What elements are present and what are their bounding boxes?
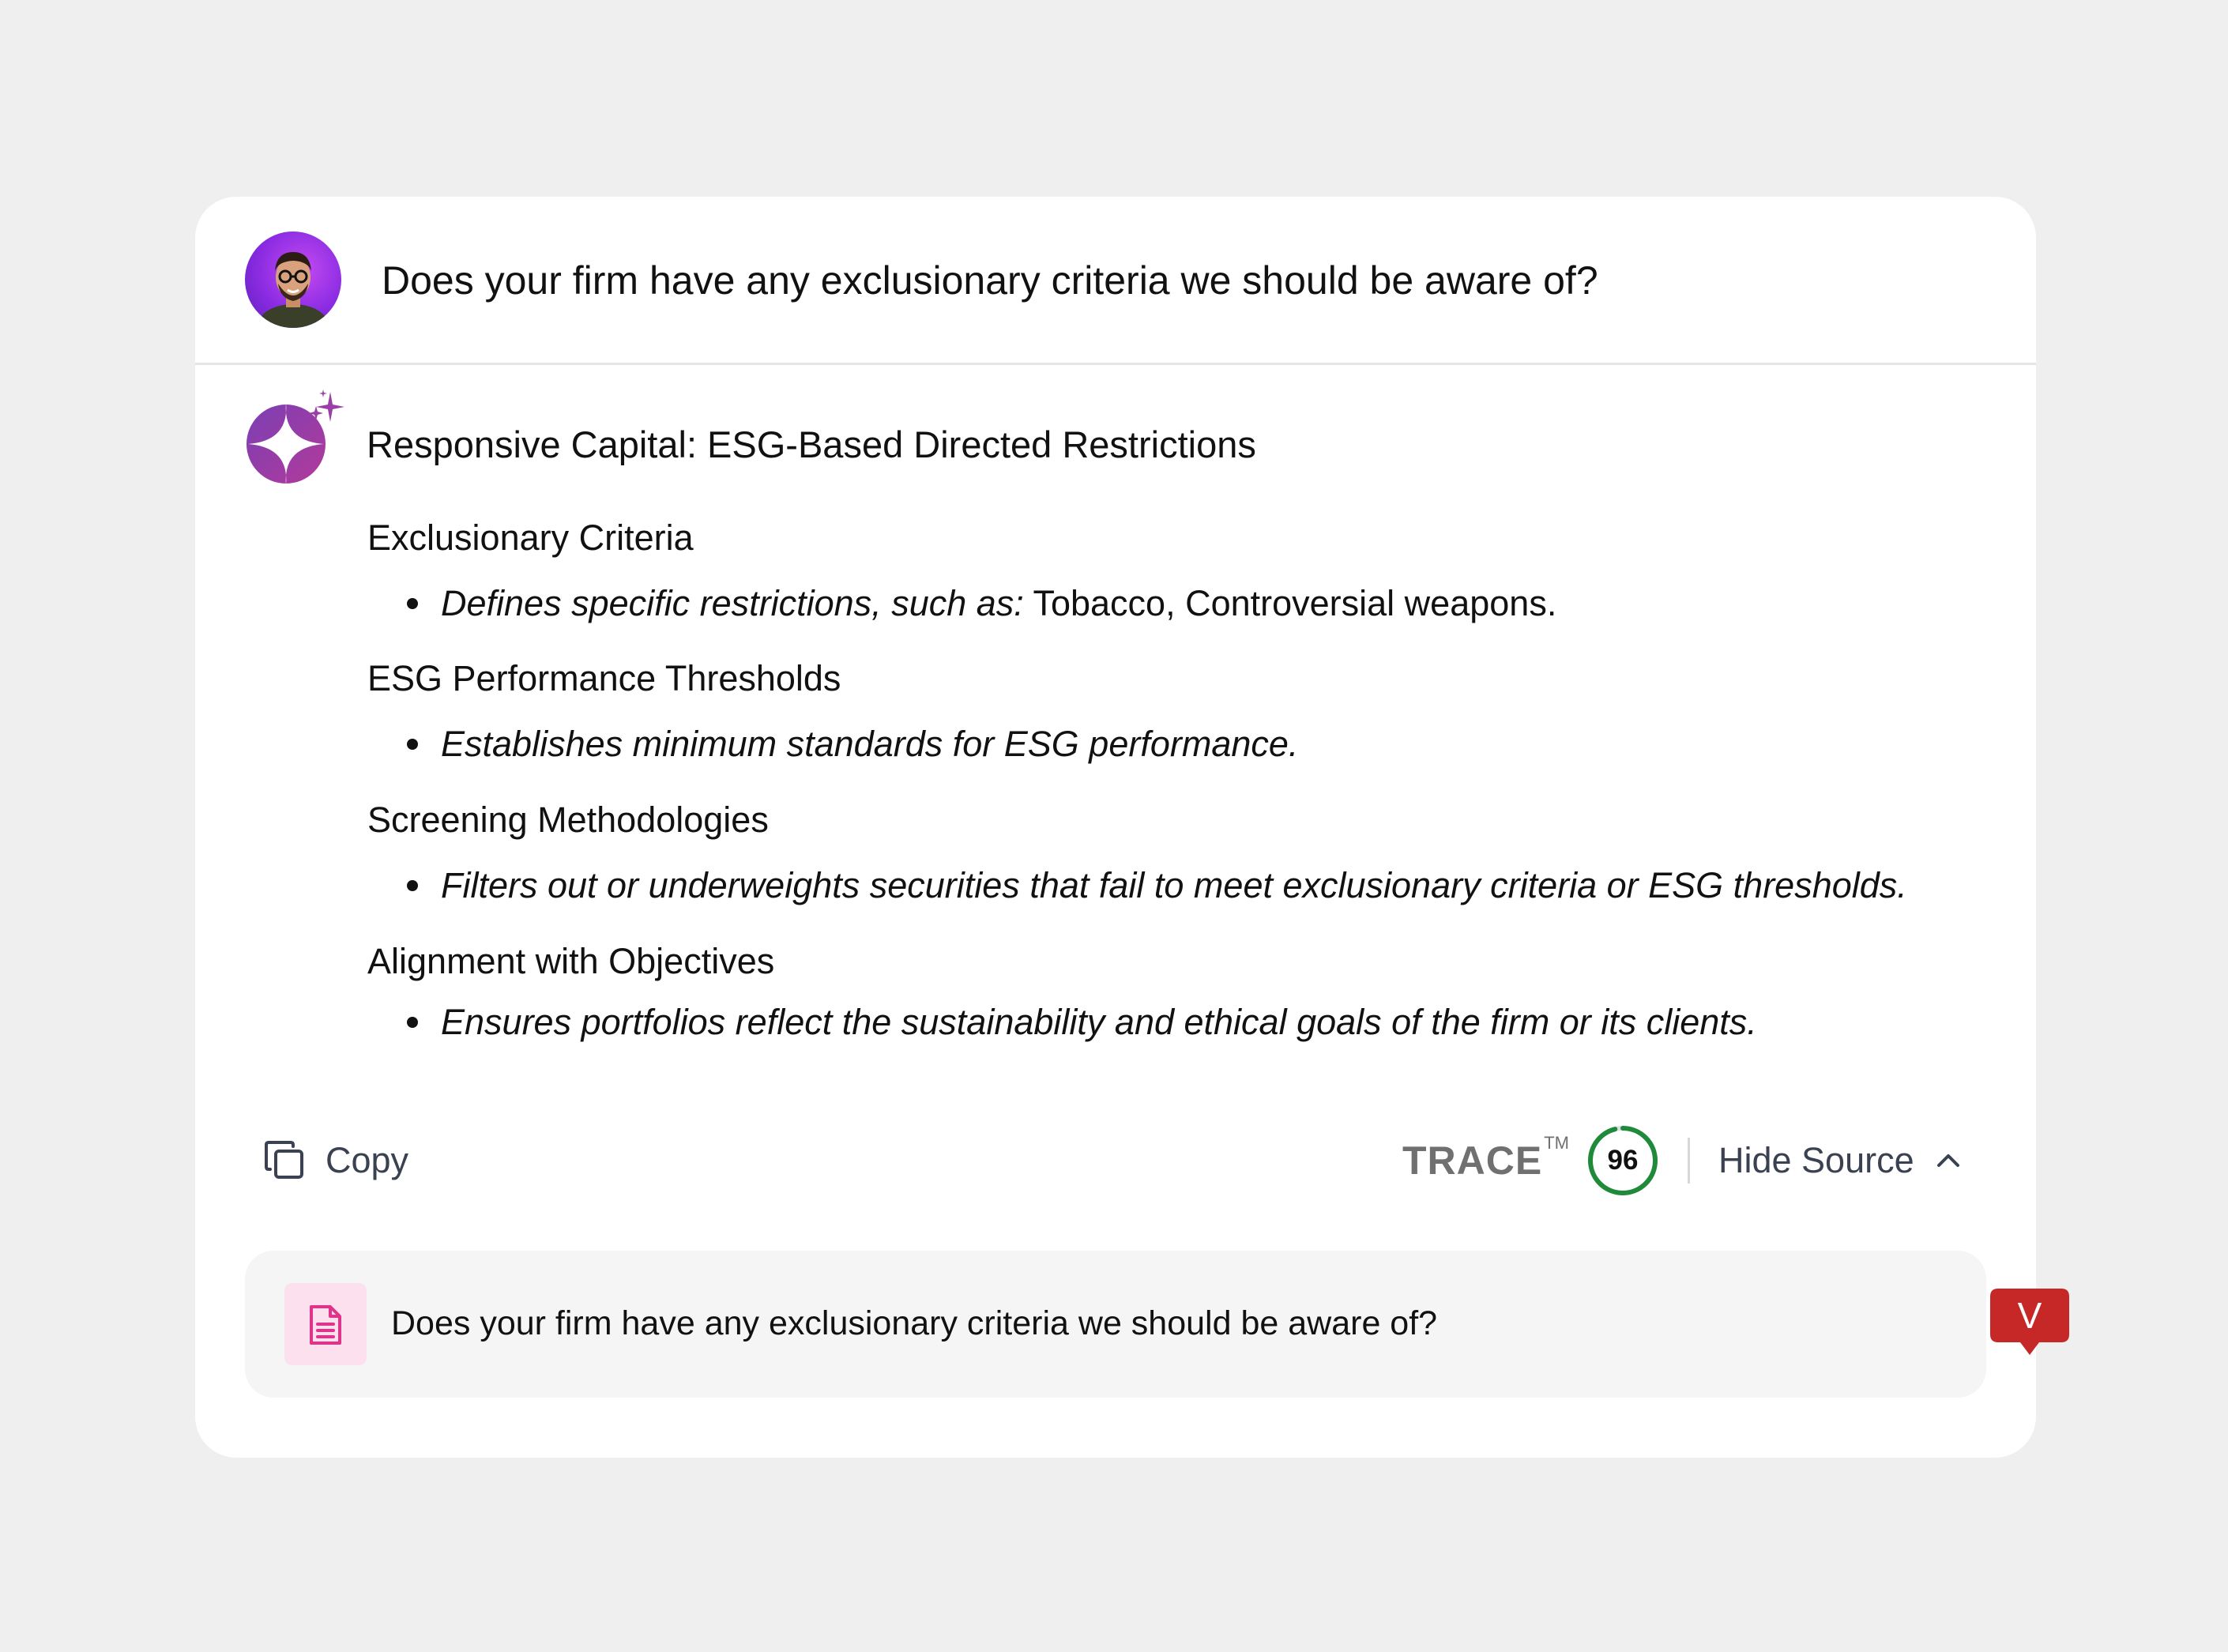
bullet-dot: [407, 598, 418, 609]
bullet-plain-text: Tobacco, Controversial weapons.: [1023, 583, 1557, 623]
user-avatar: [245, 231, 341, 328]
section-heading: Alignment with Objectives: [367, 941, 775, 981]
copy-label: Copy: [326, 1140, 409, 1180]
question-row: [195, 197, 2036, 365]
chat-card: [195, 197, 2042, 1458]
section-heading: Screening Methodologies: [367, 800, 769, 840]
sparkle-star-icon: [245, 389, 348, 491]
bullet-italic-text: Filters out or underweights securities that fail to meet exclusionary criteria or ESG thresholds.: [441, 865, 1907, 905]
answer-footer: [195, 1121, 2036, 1200]
section-heading: ESG Performance Thresholds: [367, 658, 841, 698]
section-heading: Exclusionary Criteria: [367, 517, 694, 558]
bullet-dot: [407, 880, 418, 891]
copy-button[interactable]: [262, 1133, 408, 1188]
trace-score-group: [1402, 1127, 1962, 1194]
trace-label: TRACE: [1402, 1138, 1543, 1183]
brand-logo-badge: [1989, 1287, 2071, 1366]
question-text: Does your firm have any exclusionary criteria we should be aware of?: [382, 258, 1598, 303]
hide-source-label: Hide Source: [1718, 1140, 1914, 1180]
divider: [1688, 1138, 1690, 1183]
trace-trademark: TM: [1544, 1133, 1569, 1153]
bullet-italic-text: Defines specific restrictions, such as:: [441, 583, 1024, 623]
bullet-dot: [407, 1017, 418, 1028]
hide-source-button[interactable]: [1718, 1140, 1962, 1181]
bullet-italic-text: Establishes minimum standards for ESG performance.: [441, 724, 1299, 764]
bullet-italic-text: Ensures portfolios reflect the sustainability and ethical goals of the firm or its clients.: [441, 1002, 1757, 1042]
answer-title: Responsive Capital: ESG-Based Directed Restrictions: [367, 423, 1256, 465]
source-card[interactable]: [245, 1251, 1986, 1398]
brand-logo-letter: V: [2017, 1295, 2042, 1336]
copy-icon: [262, 1138, 308, 1183]
trace-score-value: 96: [1607, 1145, 1639, 1176]
trace-score-ring: [1586, 1124, 1659, 1197]
chevron-up-icon: [1935, 1147, 1962, 1174]
document-icon: [284, 1283, 367, 1365]
bullet-dot: [407, 739, 418, 750]
source-text: Does your firm have any exclusionary criteria we should be aware of?: [391, 1304, 1438, 1342]
